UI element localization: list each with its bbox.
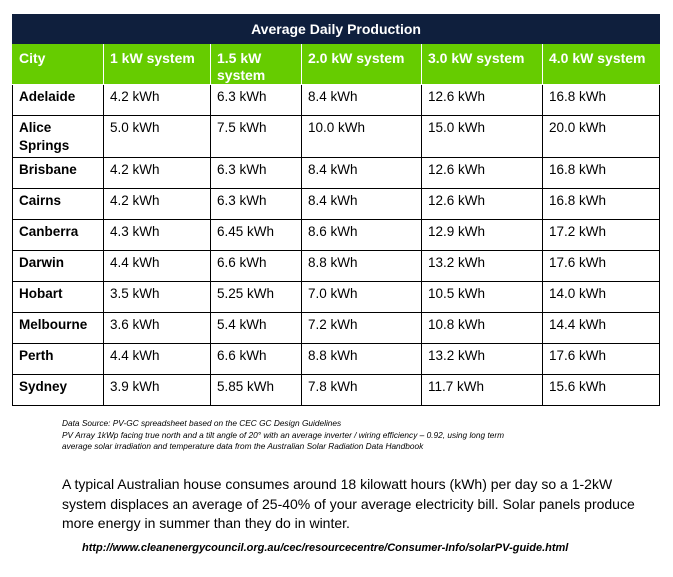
source-line: average solar irradiation and temperature data from the Australian Solar Radiation Data Handbook [62,441,424,451]
value-cell: 12.6 kWh [422,85,543,116]
value-cell: 8.4 kWh [302,189,422,220]
table-row [13,282,660,313]
value-cell: 14.4 kWh [543,313,660,344]
value-cell: 13.2 kWh [422,251,543,282]
city-cell: Cairns [13,189,104,220]
value-cell: 6.3 kWh [211,85,302,116]
table-row [13,158,660,189]
table-header-row [13,44,660,85]
value-cell: 8.8 kWh [302,344,422,375]
city-cell: Darwin [13,251,104,282]
value-cell: 14.0 kWh [543,282,660,313]
value-cell: 16.8 kWh [543,158,660,189]
value-cell: 17.2 kWh [543,220,660,251]
table-title: Average Daily Production [13,15,660,44]
value-cell: 15.0 kWh [422,116,543,158]
value-cell: 15.6 kWh [543,375,660,406]
city-cell: Hobart [13,282,104,313]
value-cell: 6.6 kWh [211,251,302,282]
production-table-container [12,14,659,406]
value-cell: 5.85 kWh [211,375,302,406]
value-cell: 17.6 kWh [543,344,660,375]
source-line: Data Source: PV-GC spreadsheet based on the CEC GC Design Guidelines [62,418,342,428]
value-cell: 5.4 kWh [211,313,302,344]
table-row [13,313,660,344]
header-1kw: 1 kW system [104,44,211,85]
header-4kw: 4.0 kW system [543,44,660,85]
city-cell: Canberra [13,220,104,251]
table-title-row [13,15,660,44]
value-cell: 4.2 kWh [104,85,211,116]
production-table [12,14,660,406]
value-cell: 6.3 kWh [211,189,302,220]
table-row [13,85,660,116]
table-row [13,220,660,251]
consumption-paragraph: A typical Australian house consumes around 18 kilowatt hours (kWh) per day so a 1-2kW system displaces an average of 25-40% of your average electricity bill. Solar panels produce more energy in summer than they do in winter. [62,476,635,531]
table-row [13,375,660,406]
value-cell: 3.6 kWh [104,313,211,344]
value-cell: 20.0 kWh [543,116,660,158]
value-cell: 3.9 kWh [104,375,211,406]
city-cell: Sydney [13,375,104,406]
value-cell: 6.6 kWh [211,344,302,375]
value-cell: 4.2 kWh [104,189,211,220]
table-row [13,344,660,375]
source-url: http://www.cleanenergycouncil.org.au/cec/resourcecentre/Consumer-Info/solarPV-guide.html [82,542,569,554]
value-cell: 7.8 kWh [302,375,422,406]
value-cell: 13.2 kWh [422,344,543,375]
header-3kw: 3.0 kW system [422,44,543,85]
value-cell: 5.25 kWh [211,282,302,313]
city-cell: Perth [13,344,104,375]
value-cell: 11.7 kWh [422,375,543,406]
value-cell: 16.8 kWh [543,189,660,220]
value-cell: 8.4 kWh [302,158,422,189]
value-cell: 10.5 kWh [422,282,543,313]
source-line: PV Array 1kWp facing true north and a tilt angle of 20° with an average inverter / wiring efficiency – 0.92, using long term [62,429,505,440]
table-row [13,189,660,220]
value-cell: 7.5 kWh [211,116,302,158]
value-cell: 5.0 kWh [104,116,211,158]
value-cell: 12.6 kWh [422,189,543,220]
city-cell: Melbourne [13,313,104,344]
data-source-note [62,418,622,453]
value-cell: 10.8 kWh [422,313,543,344]
value-cell: 4.4 kWh [104,251,211,282]
value-cell: 3.5 kWh [104,282,211,313]
table-row [13,116,660,158]
city-cell: Brisbane [13,158,104,189]
header-1-5kw: 1.5 kW system [211,44,302,85]
value-cell: 4.4 kWh [104,344,211,375]
value-cell: 8.6 kWh [302,220,422,251]
value-cell: 8.8 kWh [302,251,422,282]
value-cell: 6.3 kWh [211,158,302,189]
city-cell: Adelaide [13,85,104,116]
value-cell: 12.6 kWh [422,158,543,189]
value-cell: 7.0 kWh [302,282,422,313]
value-cell: 7.2 kWh [302,313,422,344]
header-city: City [13,44,104,85]
value-cell: 16.8 kWh [543,85,660,116]
value-cell: 4.2 kWh [104,158,211,189]
value-cell: 4.3 kWh [104,220,211,251]
value-cell: 12.9 kWh [422,220,543,251]
table-row [13,251,660,282]
value-cell: 17.6 kWh [543,251,660,282]
value-cell: 10.0 kWh [302,116,422,158]
header-2kw: 2.0 kW system [302,44,422,85]
city-cell: Alice Springs [13,116,104,158]
value-cell: 6.45 kWh [211,220,302,251]
value-cell: 8.4 kWh [302,85,422,116]
